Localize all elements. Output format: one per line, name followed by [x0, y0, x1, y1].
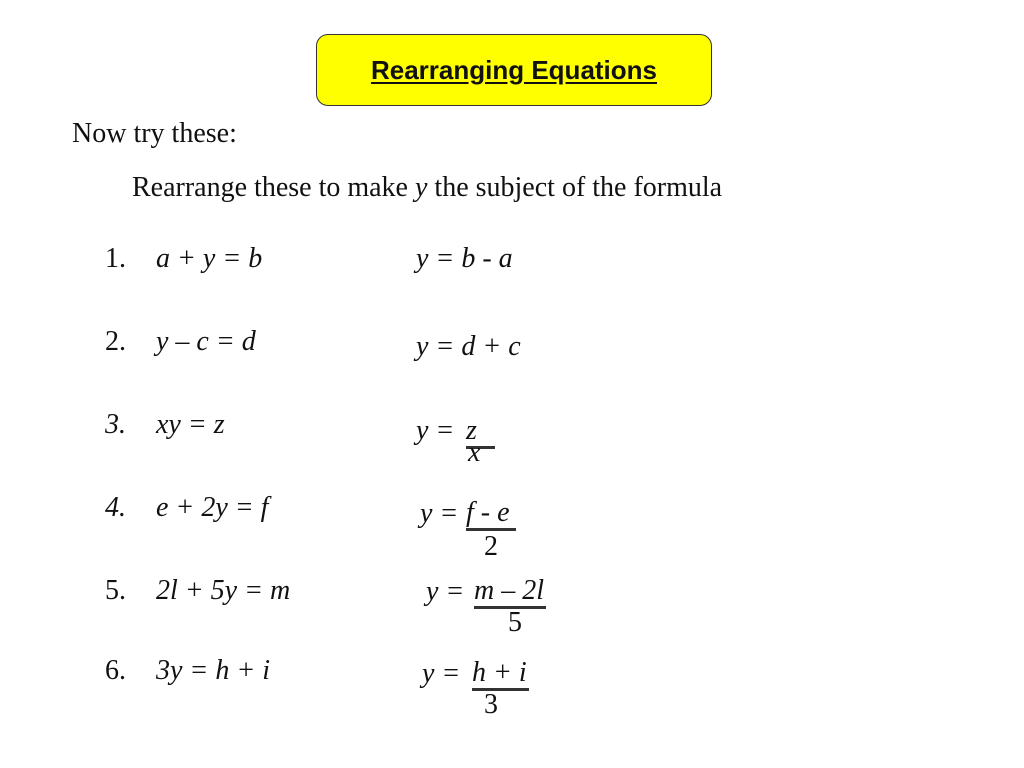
answer-2-rhs: d + c — [461, 331, 521, 362]
answer-3-denominator-text: x — [468, 437, 481, 468]
answer-4-numerator — [466, 498, 516, 531]
question-6-number: 6. — [105, 655, 126, 686]
answer-6-numerator — [472, 658, 529, 691]
answer-2 — [416, 331, 521, 363]
answer-1 — [416, 243, 513, 275]
instruction-after: the subject of the formula — [427, 172, 723, 203]
question-6-equation — [156, 655, 270, 687]
intro-text: Now try these: — [72, 118, 237, 149]
answer-6-denominator: 3 — [484, 689, 498, 720]
answer-6-lhs-text: y = — [422, 658, 461, 689]
answer-3-lhs-text: y = — [416, 415, 455, 446]
question-2-text: y – c = d — [156, 326, 256, 357]
question-3-text: xy = z — [156, 409, 225, 440]
instruction-text — [132, 172, 722, 204]
answer-3-lhs — [416, 415, 454, 447]
question-4-text: e + 2y = f — [156, 492, 269, 523]
question-6-text: 3y = h + i — [156, 655, 270, 686]
answer-4-lhs-text: y = — [420, 498, 459, 529]
answer-3-numerator-text: z — [466, 415, 477, 446]
answer-3-denominator — [468, 438, 480, 468]
answer-2-lhs: y = — [416, 331, 462, 362]
question-4-number-text: 4. — [105, 492, 126, 523]
question-4-equation — [156, 492, 268, 524]
question-4-number — [105, 492, 126, 524]
question-3-equation — [156, 409, 225, 441]
answer-5-numerator-text: m – 2l — [474, 575, 544, 606]
question-3-number — [105, 409, 126, 441]
question-5-text: 2l + 5y = m — [156, 575, 291, 606]
question-1-text: a + y = b — [156, 243, 263, 274]
answer-4-lhs — [420, 498, 458, 530]
answer-5-lhs — [426, 576, 464, 608]
answer-4-numerator-text: f - e — [466, 497, 510, 528]
instruction-before: Rearrange these to make — [132, 172, 415, 203]
answer-5-numerator — [474, 576, 546, 609]
question-2-equation — [156, 326, 256, 358]
answer-4-denominator: 2 — [484, 531, 498, 562]
question-5-equation — [156, 575, 290, 607]
answer-1-rhs: b - a — [461, 243, 513, 274]
answer-6-numerator-text: h + i — [472, 657, 527, 688]
question-5-number: 5. — [105, 575, 126, 606]
answer-6-lhs — [422, 658, 460, 690]
answer-5-denominator: 5 — [508, 607, 522, 638]
answer-5-lhs-text: y = — [426, 576, 465, 607]
question-1-equation — [156, 243, 262, 275]
question-3-number-text: 3. — [105, 409, 126, 440]
title-box — [316, 34, 712, 106]
instruction-variable: y — [414, 172, 428, 203]
question-1-number: 1. — [105, 243, 126, 274]
answer-1-lhs: y = — [416, 243, 462, 274]
page-title: Rearranging Equations — [370, 54, 658, 85]
question-2-number: 2. — [105, 326, 126, 357]
